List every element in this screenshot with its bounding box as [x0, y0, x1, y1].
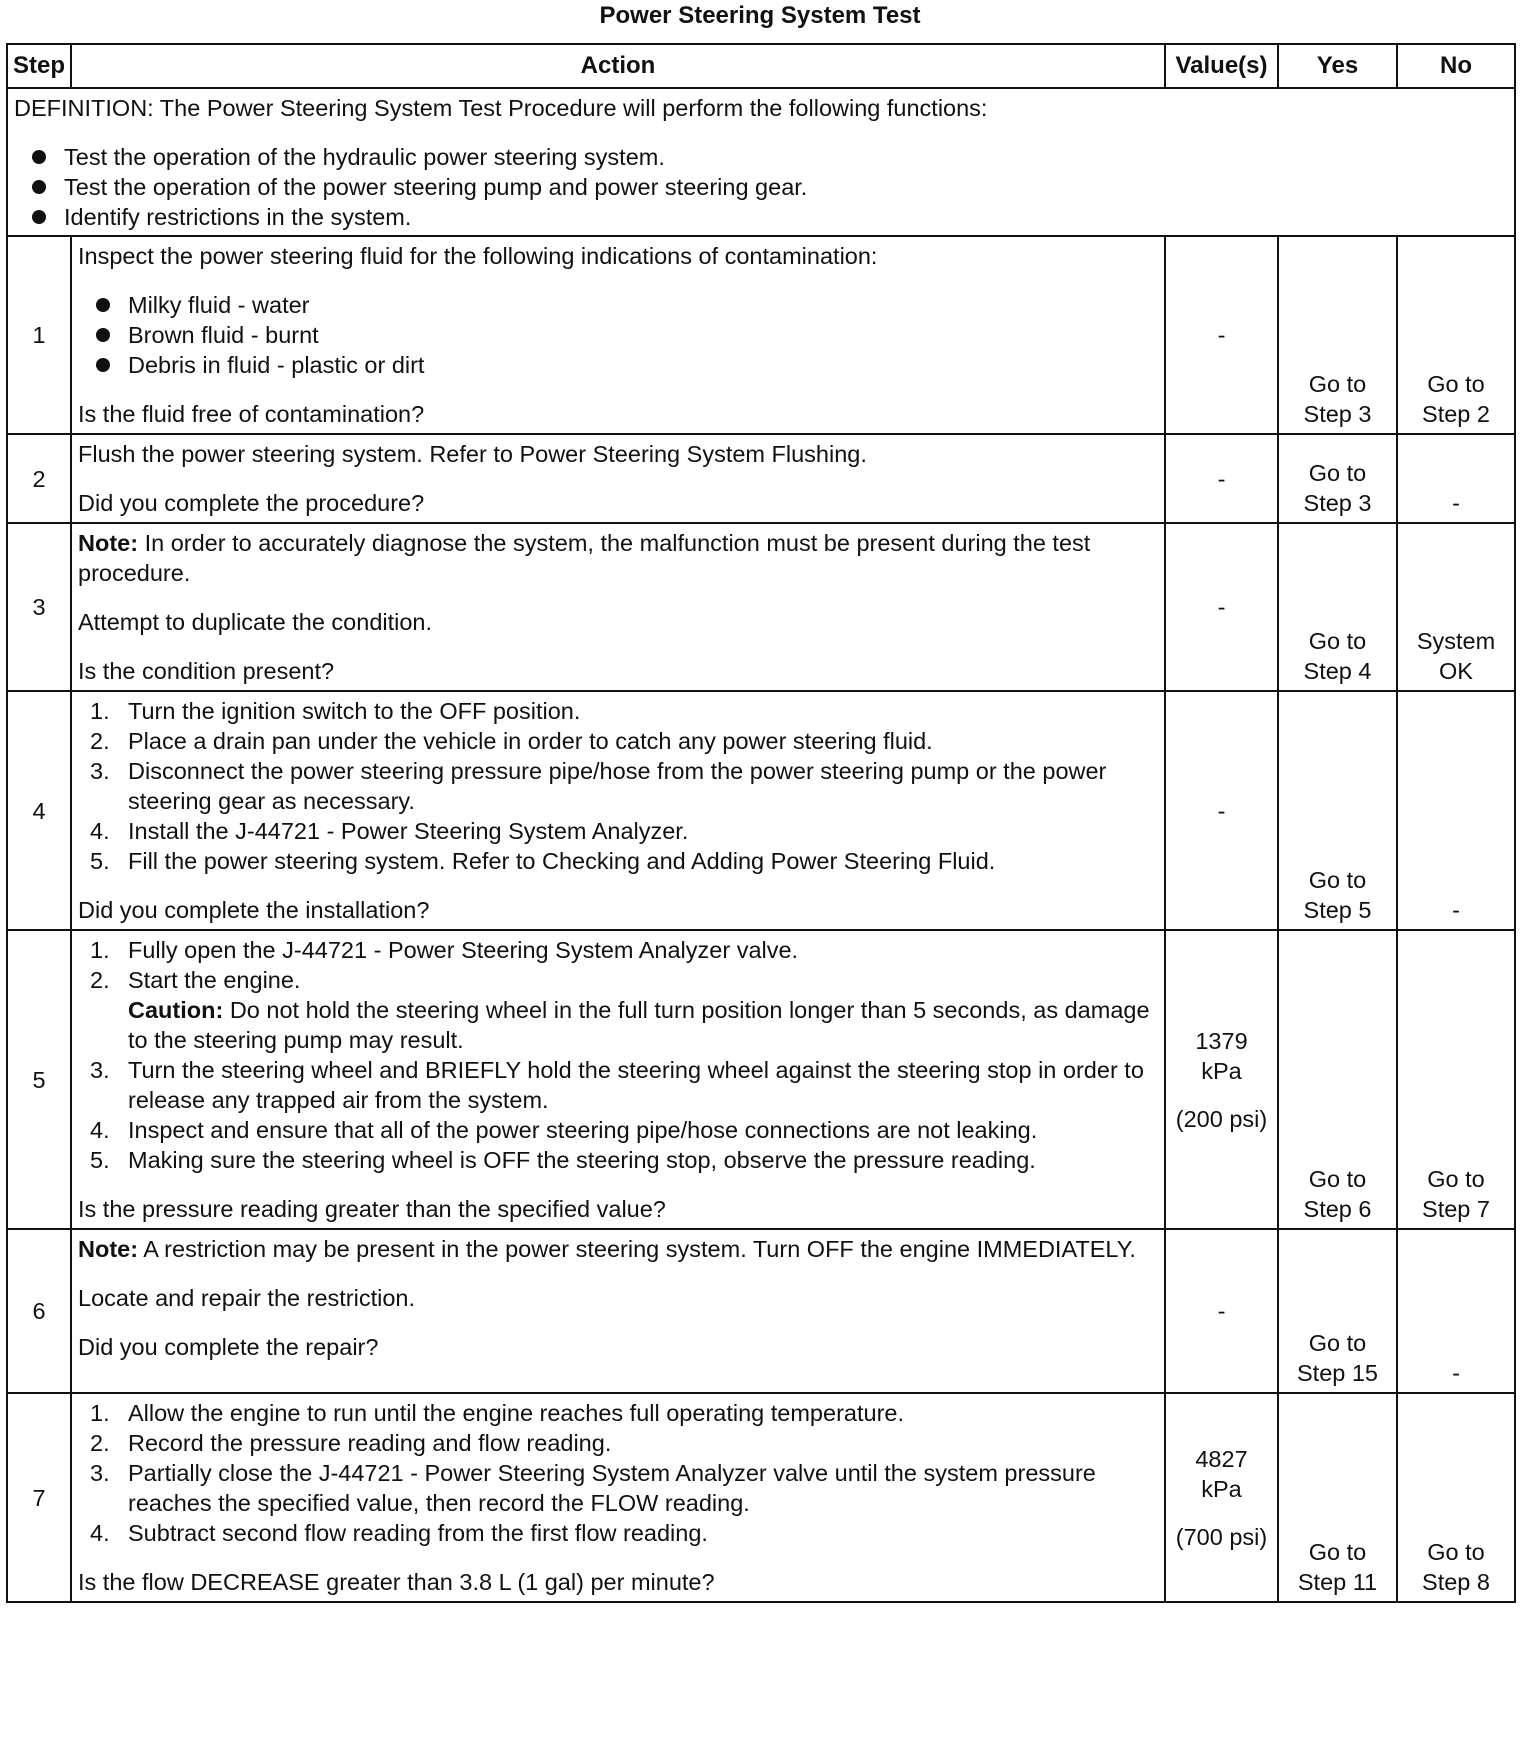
yes-cell: Go to Step 6 — [1278, 930, 1397, 1229]
yes-cell: Go to Step 5 — [1278, 691, 1397, 930]
yes-cell: Go to Step 4 — [1278, 523, 1397, 691]
list-item: 1. Allow the engine to run until the engine reaches full operating temperature. — [90, 1400, 904, 1426]
action-question: Is the condition present? — [78, 658, 335, 684]
action-question: Is the flow DECREASE greater than 3.8 L (1 gal) per minute? — [78, 1569, 715, 1595]
table-row — [7, 691, 1515, 930]
action-cell — [72, 692, 1164, 929]
value-cell: - — [1165, 236, 1278, 434]
list-item: 5. Fill the power steering system. Refer to Checking and Adding Power Steering Fluid. — [90, 848, 996, 874]
yes-cell: Go to Step 3 — [1278, 434, 1397, 523]
action-cell — [72, 1394, 1164, 1601]
action-question: Did you complete the installation? — [78, 897, 430, 923]
list-item: Debris in fluid - plastic or dirt — [96, 350, 1158, 380]
header-action: Action — [71, 44, 1165, 88]
no-cell: - — [1397, 691, 1515, 930]
list-item: 2. Place a drain pan under the vehicle in order to catch any power steering fluid. — [90, 728, 933, 754]
no-cell: Go to Step 8 — [1397, 1393, 1515, 1602]
list-item: 2. Record the pressure reading and flow reading. — [90, 1430, 612, 1456]
list-item: 1. Turn the ignition switch to the OFF position. — [90, 698, 581, 724]
list-item: Test the operation of the hydraulic power steering system. — [32, 142, 1508, 172]
value-cell: - — [1165, 523, 1278, 691]
note: Note: A restriction may be present in the power steering system. Turn OFF the engine IMMEDIATELY. — [78, 1236, 1136, 1262]
header-no: No — [1397, 44, 1515, 88]
definition-list — [14, 142, 1508, 232]
yes-cell: Go to Step 3 — [1278, 236, 1397, 434]
table-row — [7, 434, 1515, 523]
step-number: 7 — [7, 1393, 71, 1602]
action-question: Did you complete the procedure? — [78, 490, 425, 516]
no-cell: System OK — [1397, 523, 1515, 691]
value-cell: - — [1165, 1229, 1278, 1393]
list-item: 5. Making sure the steering wheel is OFF the steering stop, observe the pressure reading. — [90, 1147, 1036, 1173]
definition-row — [7, 88, 1515, 236]
step-number: 6 — [7, 1229, 71, 1393]
table-row — [7, 523, 1515, 691]
step-number: 4 — [7, 691, 71, 930]
yes-cell: Go to Step 15 — [1278, 1229, 1397, 1393]
table-row — [7, 236, 1515, 434]
list-item: Test the operation of the power steering pump and power steering gear. — [32, 172, 1508, 202]
no-cell: - — [1397, 1229, 1515, 1393]
list-item: 4. Install the J-44721 - Power Steering System Analyzer. — [90, 818, 689, 844]
bullet-icon — [96, 298, 110, 312]
note: Note: In order to accurately diagnose the system, the malfunction must be present during the test procedure. — [78, 530, 1091, 586]
caution-text: Do not hold the steering wheel in the full turn position longer than 5 seconds, as damage to the steering pump may result. — [128, 997, 1150, 1053]
yes-cell: Go to Step 11 — [1278, 1393, 1397, 1602]
action-cell: Note: A restriction may be present in the power steering system. Turn OFF the engine IMMEDIATELY. Locate and repair the restriction. Did you complete the repair? — [72, 1230, 1164, 1366]
list-item: 1. Fully open the J-44721 - Power Steering System Analyzer valve. — [90, 937, 799, 963]
value-cell: 1379 kPa (200 psi) — [1165, 930, 1278, 1229]
action-question: Is the fluid free of contamination? — [78, 401, 425, 427]
list-item: 3. Turn the steering wheel and BRIEFLY hold the steering wheel against the steering stop in order to release any trapped air from the system. — [90, 1057, 1144, 1113]
list-item: Brown fluid - burnt — [96, 320, 1158, 350]
definition-block — [8, 89, 1514, 235]
list-item: 3. Partially close the J-44721 - Power Steering System Analyzer valve until the system pressure reaches the specified value, then record the FLOW reading. — [90, 1460, 1096, 1516]
bullet-icon — [96, 358, 110, 372]
list-item: 4. Inspect and ensure that all of the power steering pipe/hose connections are not leaking. — [90, 1117, 1038, 1143]
step-number: 5 — [7, 930, 71, 1229]
no-cell: Go to Step 7 — [1397, 930, 1515, 1229]
table-row — [7, 1229, 1515, 1393]
action-cell: Inspect the power steering fluid for the following indications of contamination: Milky fluid - water Brown fluid - burnt Debris in fluid - plastic or dirt Is the fluid free of contamination? — [72, 237, 1164, 433]
header-step: Step — [7, 44, 71, 88]
list-item: 3. Disconnect the power steering pressure pipe/hose from the power steering pump or the power steering gear as necessary. — [90, 758, 1107, 814]
value-cell: - — [1165, 691, 1278, 930]
list-item: 2. Start the engine. Caution: Do not hold the steering wheel in the full turn position longer than 5 seconds, as damage to the steering pump may result. — [90, 967, 1150, 1053]
list-item: Milky fluid - water — [96, 290, 1158, 320]
definition-intro: DEFINITION: The Power Steering System Test Procedure will perform the following functions: — [14, 95, 988, 121]
bullet-icon — [32, 210, 46, 224]
bullet-icon — [32, 150, 46, 164]
action-question: Did you complete the repair? — [78, 1334, 379, 1360]
list-item: 4. Subtract second flow reading from the first flow reading. — [90, 1520, 708, 1546]
bullet-icon — [32, 180, 46, 194]
list-item: Identify restrictions in the system. — [32, 202, 1508, 232]
header-row — [7, 44, 1515, 88]
header-values: Value(s) — [1165, 44, 1278, 88]
document-title: Power Steering System Test — [599, 2, 921, 29]
step-number: 1 — [7, 236, 71, 434]
table-row — [7, 1393, 1515, 1602]
step-number: 2 — [7, 434, 71, 523]
action-cell — [72, 931, 1164, 1228]
action-cell: Note: In order to accurately diagnose the system, the malfunction must be present during the test procedure. Attempt to duplicate the condition. Is the condition present? — [72, 524, 1164, 690]
no-cell: Go to Step 2 — [1397, 236, 1515, 434]
action-question: Is the pressure reading greater than the specified value? — [78, 1196, 666, 1222]
value-cell: 4827 kPa (700 psi) — [1165, 1393, 1278, 1602]
bullet-icon — [96, 328, 110, 342]
header-yes: Yes — [1278, 44, 1397, 88]
no-cell: - — [1397, 434, 1515, 523]
caution-label: Caution: — [128, 997, 224, 1023]
action-cell: Flush the power steering system. Refer to Power Steering System Flushing. Did you complete the procedure? — [72, 435, 1164, 522]
table-row — [7, 930, 1515, 1229]
value-cell: - — [1165, 434, 1278, 523]
diagnostic-table — [6, 43, 1516, 1603]
step-number: 3 — [7, 523, 71, 691]
